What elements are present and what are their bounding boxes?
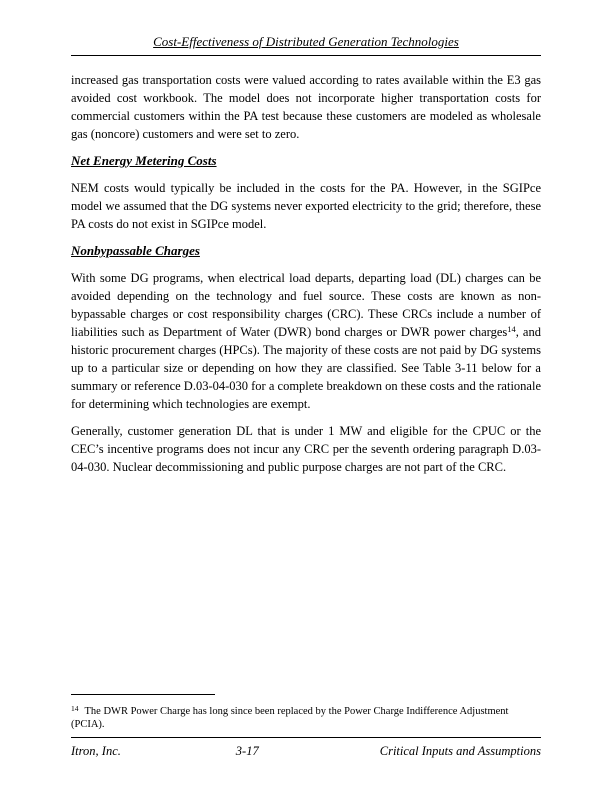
paragraph-nonbypassable-charges: [71, 269, 541, 413]
heading-nonbypassable-charges: Nonbypassable Charges: [71, 243, 200, 258]
footnote-text: The DWR Power Charge has long since been replaced by the Power Charge Indifference Adjustment (PCIA).: [71, 706, 509, 730]
footnote-number: 14: [71, 704, 79, 713]
paragraph-nem-costs: NEM costs would typically be included in the costs for the PA. However, in the SGIPce model we assumed that the DG systems never exported electricity to the grid; therefore, these PA costs do not exist in SGIPce model.: [71, 181, 541, 231]
footer-page-number: 3-17: [235, 744, 259, 758]
page-content: [71, 71, 541, 485]
page-footer: [71, 737, 541, 758]
heading-net-energy-metering-costs: Net Energy Metering Costs: [71, 153, 217, 168]
paragraph-generally: Generally, customer generation DL that is under 1 MW and eligible for the CPUC or the CEC’s incentive programs does not incur any CRC per the seventh ordering paragraph D.03-04-030. Nuclear decommissioning and public purpose charges are not part of the CRC.: [71, 424, 541, 474]
footnote-reference-14: 14: [507, 324, 516, 334]
footer-company: Itron, Inc.: [71, 744, 121, 758]
header-title: Cost-Effectiveness of Distributed Generation Technologies: [153, 34, 459, 49]
paragraph-gas-transportation: increased gas transportation costs were valued according to rates available within the E3 gas avoided cost workbook. The model does not incorporate higher transportation costs for commercial customers within the PA test because these customers are modeled as wholesale gas (noncore) customers and were set to zero.: [71, 73, 541, 141]
page-header: [71, 33, 541, 56]
paragraph-nonbypassable-text-1: With some DG programs, when electrical load departs, departing load (DL) charges can be avoided depending on the technology and fuel source. These costs are known as non-bypassable charges or cost responsibility charges (CRC). These CRCs include a number of liabilities such as Department of Water (DWR) bond charges or DWR power charges: [71, 271, 541, 339]
footnote-area: [71, 694, 541, 731]
footer-section-title: Critical Inputs and Assumptions: [379, 744, 541, 758]
footnote-14: [71, 702, 541, 731]
paragraph-nonbypassable-text-2: , and historic procurement charges (HPCs). The majority of these costs are not paid by DG systems up to a particular size or depending on how they are classified. See Table 3-11 below for a summary or reference D.03-04-030 for a complete breakdown on these costs and the rationale for determining which technologies are exempt.: [71, 325, 541, 411]
footnote-separator-rule: [71, 694, 215, 695]
